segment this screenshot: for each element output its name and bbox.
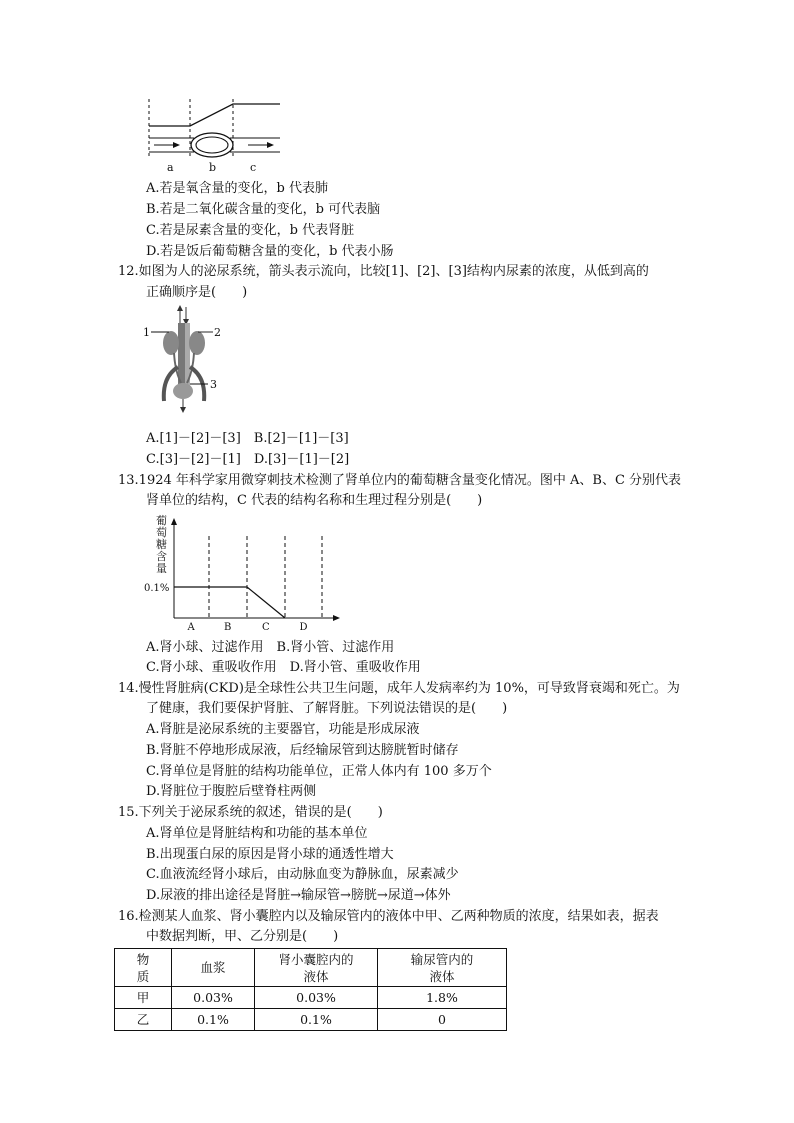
table-cell: 0 — [378, 1009, 507, 1031]
q13-chart-ylabel-char: 萄 — [156, 526, 167, 539]
q13-chart-xtick: C — [262, 622, 270, 633]
header-text: 肾小囊腔内的 — [278, 951, 354, 967]
q15-option-a: A.肾单位是肾脏结构和功能的基本单位 — [146, 826, 368, 841]
fig11-label-c: c — [250, 161, 257, 174]
header-text: 输尿管内的 — [410, 951, 474, 967]
q11-option-c: C.若是尿素含量的变化，b 代表肾脏 — [146, 223, 355, 238]
q13-stem-line1: 13.1924 年科学家用微穿刺技术检测了肾单位内的葡萄糖含量变化情况。图中 A、B、C 分别代表 — [118, 473, 682, 488]
q14-option-a: A.肾脏是泌尿系统的主要器官，功能是形成尿液 — [146, 722, 420, 737]
q11-option-a: A.若是氧含量的变化，b 代表肺 — [146, 181, 328, 196]
q13-chart-ylabel-char: 糖 — [156, 538, 167, 551]
fig11-label-a: a — [167, 161, 174, 174]
q14-option-c: C.肾单位是肾脏的结构功能单位，正常人体内有 100 多万个 — [146, 764, 492, 779]
q13-glucose-chart — [140, 512, 345, 634]
q12-options-row1: A.[1]－[2]－[3] B.[2]－[1]－[3] — [146, 431, 349, 446]
q14-option-d: D.肾脏位于腹腔后壁脊柱两侧 — [146, 784, 317, 799]
q13-chart-xtick: B — [224, 622, 232, 633]
table-header-row — [115, 949, 507, 987]
q13-chart-ylabel — [156, 513, 167, 575]
q16-stem-line1: 16.检测某人血浆、肾小囊腔内以及输尿管内的液体中甲、乙两种物质的浓度，结果如表，据表 — [118, 909, 659, 924]
q13-chart-xtick: D — [299, 622, 308, 633]
table-header-cell — [172, 949, 255, 987]
table-row — [115, 1009, 507, 1031]
q12-stem-line2: 正确顺序是( ) — [146, 285, 248, 300]
header-text: 血浆 — [200, 960, 226, 975]
q15-option-b: B.出现蛋白尿的原因是肾小球的通透性增大 — [146, 847, 394, 862]
q14-stem-line2: 了健康，我们要保护肾脏、了解肾脏。下列说法错误的是( ) — [146, 701, 508, 716]
table-cell: 0.1% — [255, 1009, 378, 1031]
fig12-label-3: 3 — [210, 378, 217, 391]
table-row — [115, 987, 507, 1009]
header-text: 液体 — [303, 968, 329, 984]
fig12-label-2: 2 — [214, 326, 221, 339]
q13-options-row1: A.肾小球、过滤作用 B.肾小管、过滤作用 — [146, 640, 395, 655]
q14-stem-line1: 14.慢性肾脏病(CKD)是全球性公共卫生问题，成年人发病率约为 10%，可导致肾衰竭和死亡。为 — [118, 681, 680, 696]
q13-chart-ytick: 0.1% — [144, 583, 170, 594]
header-text: 液体 — [429, 968, 455, 984]
q14-option-b: B.肾脏不停地形成尿液，后经输尿管到达膀胱暂时储存 — [146, 743, 459, 758]
q13-chart-ylabel-char: 量 — [156, 562, 167, 575]
q12-urinary-system-figure — [140, 305, 225, 415]
table-header-cell — [115, 949, 172, 987]
header-text: 质 — [136, 968, 150, 984]
q13-chart-xtick: A — [187, 622, 195, 633]
q16-data-table — [114, 948, 507, 1031]
q13-options-row2: C.肾小球、重吸收作用 D.肾小管、重吸收作用 — [146, 660, 421, 675]
q11-flow-diagram — [140, 95, 290, 177]
q13-chart-ylabel-char: 葡 — [156, 514, 167, 527]
fig11-label-b: b — [209, 161, 217, 174]
q16-stem-line2: 中数据判断，甲、乙分别是( ) — [146, 929, 339, 944]
table-cell: 1.8% — [378, 987, 507, 1009]
table-cell: 0.03% — [172, 987, 255, 1009]
q13-chart-series-line — [174, 587, 285, 618]
q12-options-row2: C.[3]－[2]－[1] D.[3]－[1]－[2] — [146, 452, 350, 467]
q15-option-c: C.血液流经肾小球后，由动脉血变为静脉血，尿素减少 — [146, 867, 459, 882]
q11-option-d: D.若是饭后葡萄糖含量的变化，b 代表小肠 — [146, 244, 394, 259]
table-cell: 乙 — [115, 1009, 172, 1031]
table-cell: 0.03% — [255, 987, 378, 1009]
table-cell: 甲 — [115, 987, 172, 1009]
table-header-cell — [255, 949, 378, 987]
q13-stem-line2: 肾单位的结构，C 代表的结构名称和生理过程分别是( ) — [146, 493, 483, 508]
header-text: 物 — [136, 951, 150, 967]
q15-stem: 15.下列关于泌尿系统的叙述，错误的是( ) — [118, 805, 383, 820]
q15-option-d: D.尿液的排出途径是肾脏→输尿管→膀胱→尿道→体外 — [146, 888, 451, 903]
table-cell: 0.1% — [172, 1009, 255, 1031]
q11-option-b: B.若是二氧化碳含量的变化，b 可代表脑 — [146, 202, 381, 217]
table-header-cell — [378, 949, 507, 987]
q12-stem-line1: 12.如图为人的泌尿系统，箭头表示流向，比较[1]、[2]、[3]结构内尿素的浓度，从低到高的 — [118, 264, 649, 279]
q13-chart-ylabel-char: 含 — [156, 550, 167, 563]
fig12-label-1: 1 — [143, 326, 150, 339]
